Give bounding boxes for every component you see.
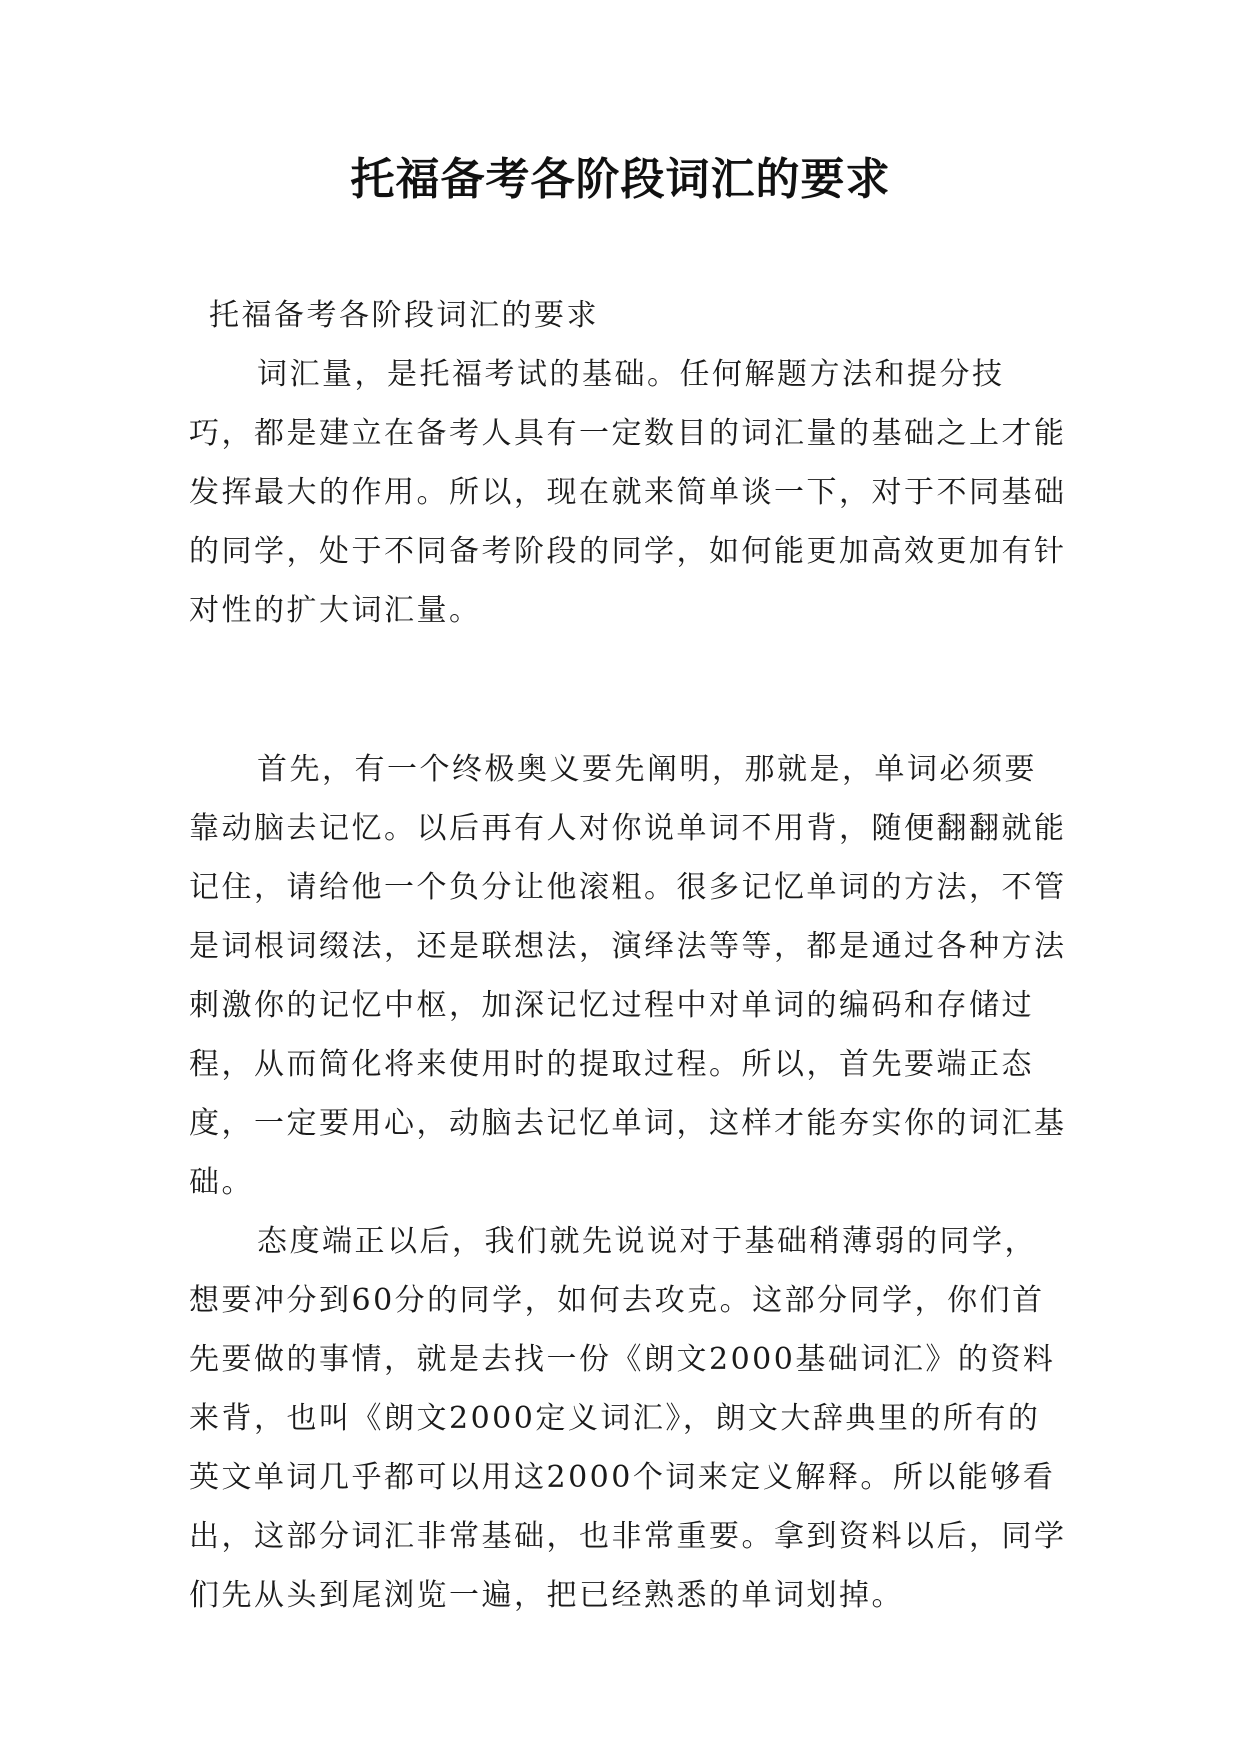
paragraph-intro: 词汇量，是托福考试的基础。任何解题方法和提分技巧，都是建立在备考人具有一定数目的词汇量的基础之上才能发挥最大的作用。所以，现在就来简单谈一下，对于不同基础的同学，处于不同备考阶段的同学，如何能更加高效更加有针对性的扩大词汇量。 [189,357,1067,628]
paragraph-first: 首先，有一个终极奥义要先阐明，那就是，单词必须要靠动脑去记忆。以后再有人对你说单词不用背，随便翻翻就能记住，请给他一个负分让他滚粗。很多记忆单词的方法，不管是词根词缀法，还是联想法，演绎法等等，都是通过各种方法刺激你的记忆中枢，加深记忆过程中对单词的编码和存储过程，从而简化将来使用时的提取过程。所以，首先要端正态度，一定要用心，动脑去记忆单词，这样才能夯实你的词汇基础。 [189,752,1067,1200]
paragraph-spacer [189,640,1069,740]
document-body [189,286,1069,1625]
document-subtitle: 托福备考各阶段词汇的要求 [209,298,599,333]
document-title: 托福备考各阶段词汇的要求 [350,154,891,205]
paragraph-second: 态度端正以后，我们就先说说对于基础稍薄弱的同学，想要冲分到60分的同学，如何去攻克。这部分同学，你们首先要做的事情，就是去找一份《朗文2000基础词汇》的资料来背，也叫《朗文2000定义词汇》，朗文大辞典里的所有的英文单词几乎都可以用这2000个词来定义解释。所以能够看出，这部分词汇非常基础，也非常重要。拿到资料以后，同学们先从头到尾浏览一遍，把已经熟悉的单词划掉。 [189,1224,1067,1613]
